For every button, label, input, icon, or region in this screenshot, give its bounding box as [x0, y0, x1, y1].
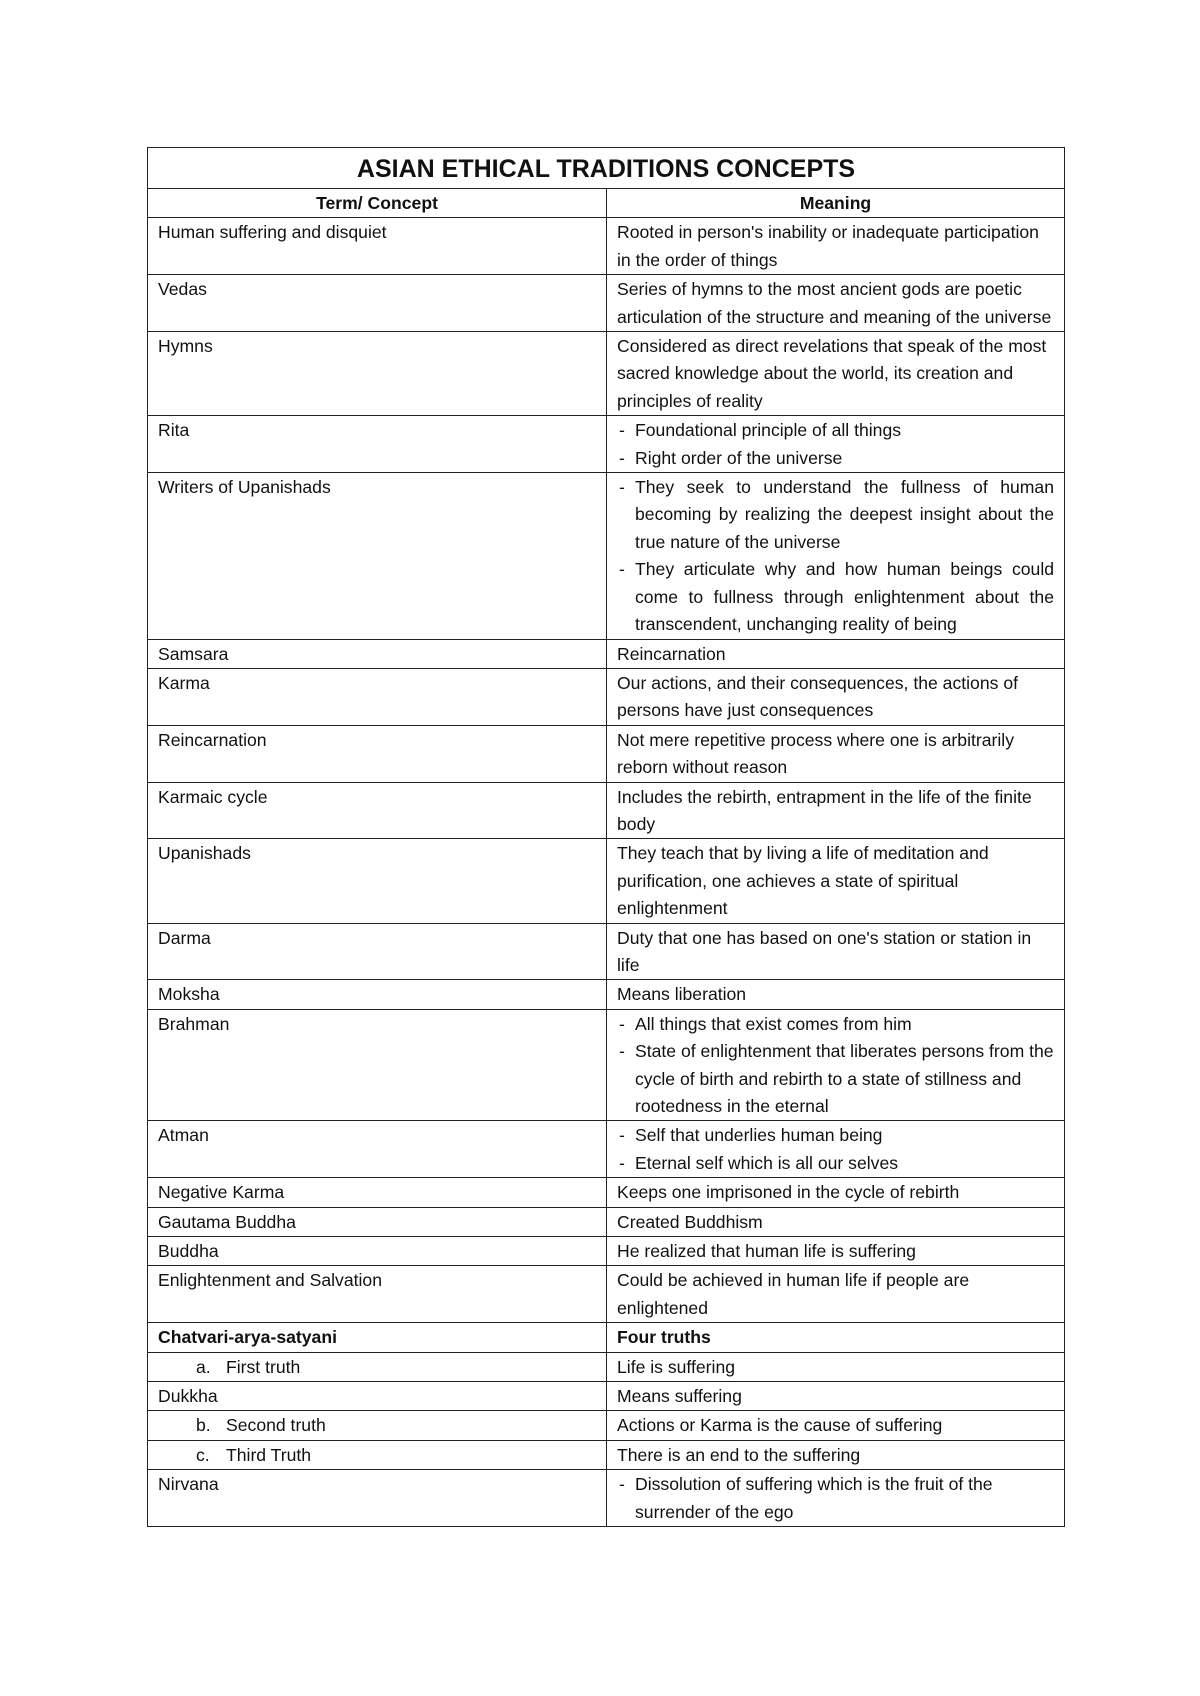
table-row [148, 275, 1065, 332]
term-cell: Reincarnation [148, 725, 607, 782]
bullet-list [617, 1011, 1054, 1121]
title-row [148, 148, 1065, 189]
term-cell: Vedas [148, 275, 607, 332]
document-page [147, 147, 1064, 1527]
term-cell [148, 1411, 607, 1440]
meaning-cell: Series of hymns to the most ancient gods are poetic articulation of the structure and meaning of the universe [607, 275, 1065, 332]
term-cell: Buddha [148, 1237, 607, 1266]
meaning-cell [607, 1470, 1065, 1527]
table-row [148, 1440, 1065, 1469]
meaning-cell: Actions or Karma is the cause of suffering [607, 1411, 1065, 1440]
meaning-cell: Means suffering [607, 1382, 1065, 1411]
bullet-item: - State of enlightenment that liberates persons from the cycle of birth and rebirth to a state of stillness and rootedness in the eternal [617, 1038, 1054, 1120]
meaning-cell: Not mere repetitive process where one is arbitrarily reborn without reason [607, 725, 1065, 782]
header-meaning: Meaning [607, 189, 1065, 218]
meaning-cell: Could be achieved in human life if people are enlightened [607, 1266, 1065, 1323]
bullet-item: - Foundational principle of all things [617, 417, 1054, 444]
meaning-cell: Means liberation [607, 980, 1065, 1009]
term-cell: Gautama Buddha [148, 1207, 607, 1236]
meaning-cell: Four truths [607, 1323, 1065, 1352]
list-label: c. [196, 1444, 210, 1465]
term-cell: Hymns [148, 332, 607, 416]
term-cell: Nirvana [148, 1470, 607, 1527]
bullet-list [617, 417, 1054, 472]
term-cell [148, 1440, 607, 1469]
concepts-table [147, 147, 1065, 1527]
table-row [148, 1178, 1065, 1207]
meaning-cell: Includes the rebirth, entrapment in the life of the finite body [607, 782, 1065, 839]
bullet-item: - Eternal self which is all our selves [617, 1150, 1054, 1177]
term-cell: Negative Karma [148, 1178, 607, 1207]
table-row [148, 1382, 1065, 1411]
term-cell: Writers of Upanishads [148, 473, 607, 639]
bullet-list [617, 1122, 1054, 1177]
table-row [148, 1470, 1065, 1527]
table-row [148, 332, 1065, 416]
term-cell: Enlightenment and Salvation [148, 1266, 607, 1323]
term-text: Third Truth [226, 1444, 312, 1465]
term-cell: Human suffering and disquiet [148, 218, 607, 275]
table-row [148, 1352, 1065, 1381]
bullet-list [617, 474, 1054, 638]
meaning-cell: Our actions, and their consequences, the actions of persons have just consequences [607, 668, 1065, 725]
header-term: Term/ Concept [148, 189, 607, 218]
term-text: Second truth [226, 1415, 326, 1436]
table-row [148, 839, 1065, 923]
term-cell: Darma [148, 923, 607, 980]
term-cell: Upanishads [148, 839, 607, 923]
term-cell: Moksha [148, 980, 607, 1009]
term-cell: Karmaic cycle [148, 782, 607, 839]
meaning-cell [607, 1121, 1065, 1178]
table-row [148, 639, 1065, 668]
term-cell [148, 1352, 607, 1381]
term-cell: Atman [148, 1121, 607, 1178]
bullet-item: - They articulate why and how human beings could come to fullness through enlightenment about the transcendent, unchanging reality of being [617, 556, 1054, 638]
bullet-item: - All things that exist comes from him [617, 1011, 1054, 1038]
table-row [148, 725, 1065, 782]
meaning-cell: Rooted in person's inability or inadequate participation in the order of things [607, 218, 1065, 275]
term-cell: Samsara [148, 639, 607, 668]
meaning-cell: Duty that one has based on one's station or station in life [607, 923, 1065, 980]
meaning-cell: Reincarnation [607, 639, 1065, 668]
table-row [148, 473, 1065, 639]
table-title: ASIAN ETHICAL TRADITIONS CONCEPTS [148, 148, 1065, 189]
table-row [148, 782, 1065, 839]
table-row [148, 1009, 1065, 1121]
bullet-item: - Right order of the universe [617, 445, 1054, 472]
table-row [148, 1121, 1065, 1178]
bullet-item: - Dissolution of suffering which is the fruit of the surrender of the ego [617, 1471, 1054, 1526]
meaning-cell: Considered as direct revelations that speak of the most sacred knowledge about the world, its creation and principles of reality [607, 332, 1065, 416]
table-row [148, 1411, 1065, 1440]
table-row [148, 218, 1065, 275]
bullet-list [617, 1471, 1054, 1526]
meaning-cell: They teach that by living a life of meditation and purification, one achieves a state of spiritual enlightenment [607, 839, 1065, 923]
header-row [148, 189, 1065, 218]
list-label: b. [196, 1415, 211, 1436]
meaning-cell [607, 1009, 1065, 1121]
meaning-cell: There is an end to the suffering [607, 1440, 1065, 1469]
term-cell: Rita [148, 416, 607, 473]
meaning-cell [607, 473, 1065, 639]
meaning-cell: Keeps one imprisoned in the cycle of rebirth [607, 1178, 1065, 1207]
meaning-cell: He realized that human life is suffering [607, 1237, 1065, 1266]
term-cell: Karma [148, 668, 607, 725]
table-row [148, 980, 1065, 1009]
term-text: First truth [226, 1356, 301, 1377]
term-cell: Dukkha [148, 1382, 607, 1411]
meaning-cell: Life is suffering [607, 1352, 1065, 1381]
table-row [148, 1266, 1065, 1323]
table-row [148, 1237, 1065, 1266]
table-row [148, 1207, 1065, 1236]
meaning-cell [607, 416, 1065, 473]
meaning-cell: Created Buddhism [607, 1207, 1065, 1236]
term-cell: Brahman [148, 1009, 607, 1121]
list-label: a. [196, 1356, 211, 1377]
table-row [148, 1323, 1065, 1352]
bullet-item: - Self that underlies human being [617, 1122, 1054, 1149]
table-row [148, 923, 1065, 980]
table-row [148, 668, 1065, 725]
table-row [148, 416, 1065, 473]
bullet-item: - They seek to understand the fullness of human becoming by realizing the deepest insight about the true nature of the universe [617, 474, 1054, 556]
term-cell: Chatvari-arya-satyani [148, 1323, 607, 1352]
